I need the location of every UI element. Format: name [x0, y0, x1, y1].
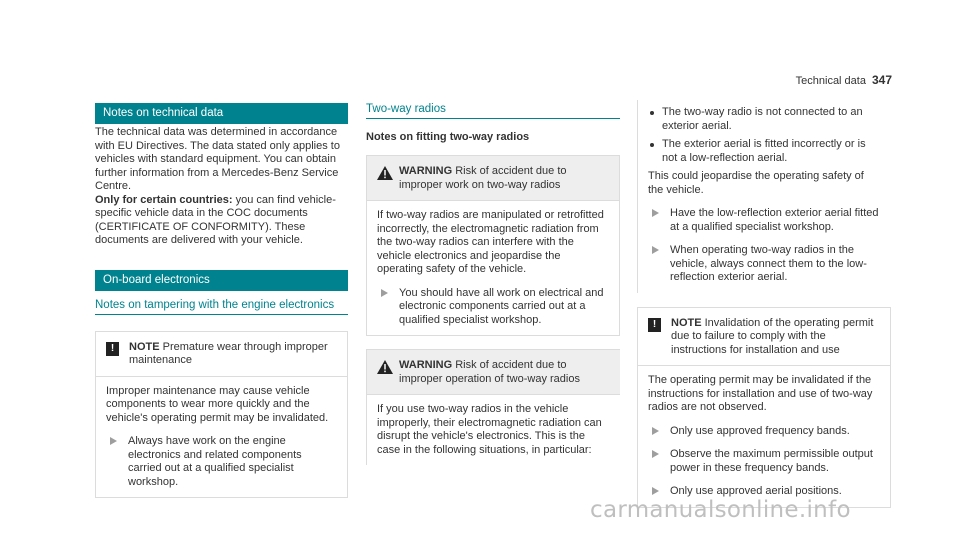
- note-header: [129, 341, 337, 368]
- section-name: Technical data: [795, 75, 866, 87]
- arrow-right-icon: [652, 450, 659, 458]
- warning-text: Risk of accident due to improper operation of two-way radios: [399, 359, 580, 385]
- arrow-right-icon: [381, 289, 388, 297]
- note-box: [95, 331, 348, 499]
- list-item: The two-way radio is not connected to an exterior aerial.: [648, 106, 881, 133]
- note-box: [637, 307, 891, 508]
- onboard-heading: On-board electronics: [95, 270, 348, 291]
- bullet-icon: [650, 111, 654, 115]
- note-text: Premature wear through improper maintenance: [129, 340, 328, 366]
- arrow-right-icon: [110, 437, 117, 445]
- step-text: Only use approved frequency bands.: [670, 424, 850, 437]
- column-3: [637, 100, 891, 508]
- warning-text: Risk of accident due to improper work on two-way radios: [399, 165, 567, 191]
- countries-text: you can find vehicle-specific vehicle data in the COC documents (CERTIFICATE OF CONFORMITY). These documents are delivered with your vehicle.: [95, 193, 336, 246]
- countries-label: Only for certain countries:: [95, 193, 233, 206]
- instruction-step: [106, 435, 337, 489]
- exclamation-icon: !: [648, 318, 661, 332]
- step-text: When operating two-way radios in the vehicle, always connect them to the low-reflection exterior aerial.: [670, 244, 867, 283]
- tampering-heading: Notes on tampering with the engine electronics: [95, 299, 348, 315]
- bullet-list: [648, 106, 881, 165]
- warning-label: WARNING: [399, 165, 453, 177]
- instruction-step: [648, 207, 881, 234]
- warning-icon: [377, 166, 393, 180]
- column-1: [95, 103, 348, 498]
- step-text: Observe the maximum permissible output power in these frequency bands.: [670, 448, 873, 474]
- note-body: Improper maintenance may cause vehicle components to wear more quickly and the vehicle's operating permit may be invalidated.: [106, 384, 329, 424]
- warning-box-2: [366, 349, 620, 465]
- running-header: [796, 73, 892, 87]
- tech-data-heading: Notes on technical data: [95, 103, 348, 124]
- warning-body: If two-way radios are manipulated or retrofitted incorrectly, the electromagnetic radiation from the two-way radios can interfere with the vehicle electronics and jeopardise the operating safety of the vehicle.: [377, 209, 604, 275]
- page-number: 347: [871, 73, 892, 87]
- countries-paragraph: [95, 194, 348, 248]
- column-2: [366, 103, 620, 465]
- instruction-step: [377, 287, 609, 328]
- instruction-step: [648, 448, 880, 475]
- step-text: Have the low-reflection exterior aerial fitted at a qualified specialist workshop.: [670, 207, 879, 233]
- warning-box-1: [366, 155, 620, 336]
- warning-icon: [377, 360, 393, 374]
- note-header: [671, 317, 880, 358]
- warning-header: [399, 359, 610, 386]
- note-body: The operating permit may be invalidated if the instructions for installation and use of two-way radios are not observed.: [648, 374, 873, 413]
- instruction-step: [648, 425, 880, 439]
- note-text: Invalidation of the operating permit due to failure to comply with the instructions for installation and use: [671, 316, 874, 356]
- step-text: Always have work on the engine electronics and related components carried out at a qualified specialist workshop.: [128, 435, 302, 488]
- warning-continued: [637, 100, 891, 293]
- warning-header: [399, 165, 609, 192]
- tech-data-paragraph: The technical data was determined in accordance with EU Directives. The data stated only applies to vehicles with standard equipment. You can obtain further information from a Mercedes-Benz Service Centre.: [95, 126, 340, 192]
- consequence-text: This could jeopardise the operating safety of the vehicle.: [648, 170, 864, 196]
- bullet-icon: [650, 143, 654, 147]
- step-text: You should have all work on electrical and electronic components carried out at a qualified specialist workshop.: [399, 286, 604, 326]
- arrow-right-icon: [652, 246, 659, 254]
- watermark: carmanualsonline.info: [590, 497, 851, 523]
- radios-heading: Two-way radios: [366, 103, 620, 119]
- instruction-step: [648, 244, 881, 285]
- step-text: Only use approved aerial positions.: [670, 485, 842, 497]
- arrow-right-icon: [652, 209, 659, 217]
- arrow-right-icon: [652, 487, 659, 495]
- note-label: NOTE: [671, 316, 702, 329]
- list-item: The exterior aerial is fitted incorrectly or is not a low-reflection aerial.: [648, 138, 881, 165]
- warning-label: WARNING: [399, 359, 453, 371]
- exclamation-icon: !: [106, 342, 119, 356]
- fitting-heading: Notes on fitting two-way radios: [366, 131, 530, 143]
- arrow-right-icon: [652, 427, 659, 435]
- note-label: NOTE: [129, 340, 160, 353]
- warning-body: If you use two-way radios in the vehicle improperly, their electromagnetic radiation can disrupt the vehicle's electronics. This is the case in the following situations, in particular:: [377, 403, 602, 456]
